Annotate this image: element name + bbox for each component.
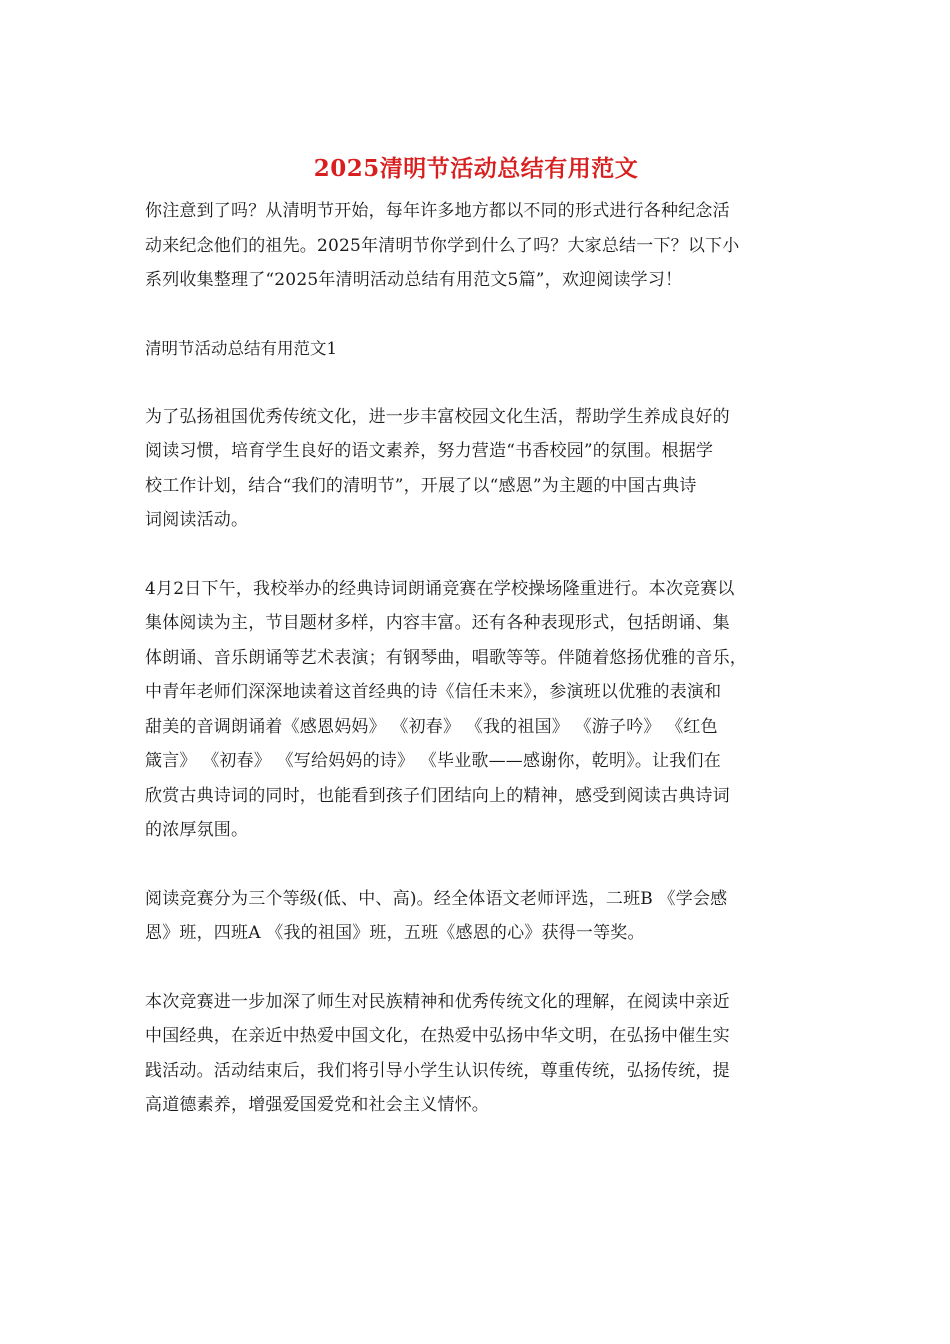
body-paragraph-1: 为了弘扬祖国优秀传统文化，进一步丰富校园文化生活，帮助学生养成良好的 阅读习惯，培育学生良好的语文素养，努力营造“书香校园”的氛围。根据学 校工作计划，结合“我们的清明节”，开展了以“感恩”为主题的中国古典诗 词阅读活动。 <box>145 406 730 530</box>
document-title: 2025清明节活动总结有用范文 <box>313 155 639 182</box>
paragraph-spacer <box>145 848 807 882</box>
document-body <box>145 152 807 1123</box>
body-paragraph-3: 阅读竞赛分为三个等级(低、中、高)。经全体语文老师评选，二班B 《学会感 恩》班，四班A 《我的祖国》班，五班《感恩的心》获得一等奖。 <box>145 888 728 943</box>
paragraph-spacer <box>145 366 807 400</box>
body-paragraph-2: 4月2日下午，我校举办的经典诗词朗诵竞赛在学校操场隆重进行。本次竞赛以 集体阅读为主，节目题材多样，内容丰富。还有各种表现形式，包括朗诵、集 体朗诵、音乐朗诵等艺术表演；有钢琴曲，唱歌等等。伴随着悠扬优雅的音乐， 中青年老师们深深地读着这首经典的诗《信任未来》，参演班以优雅的表演和 甜美的音调朗诵着《感恩妈妈》 《初春》 《我的祖国》 《游子吟》 《红色 箴言》 《初春》 《写给妈妈的诗》 《毕业歌——感谢你，乾明》。让我们在 欣赏古典诗词的同时，也能看到孩子们团结向上的精神，感受到阅读古典诗词 的浓厚氛围。 <box>145 578 747 840</box>
paragraph-spacer <box>145 298 807 332</box>
section-heading: 清明节活动总结有用范文1 <box>145 338 337 358</box>
body-paragraph-4: 本次竞赛进一步加深了师生对民族精神和优秀传统文化的理解，在阅读中亲近 中国经典，在亲近中热爱中国文化，在热爱中弘扬中华文明，在弘扬中催生实 践活动。活动结束后，我们将引导小学生认识传统，尊重传统，弘扬传统，提 高道德素养，增强爱国爱党和社会主义情怀。 <box>145 991 730 1115</box>
intro-paragraph: 你注意到了吗？从清明节开始，每年许多地方都以不同的形式进行各种纪念活 动来纪念他们的祖先。2025年清明节你学到什么了吗？大家总结一下？以下小 系列收集整理了“2025年清明活动总结有用范文5篇”，欢迎阅读学习！ <box>145 201 740 290</box>
paragraph-spacer <box>145 951 807 985</box>
paragraph-spacer <box>145 538 807 572</box>
